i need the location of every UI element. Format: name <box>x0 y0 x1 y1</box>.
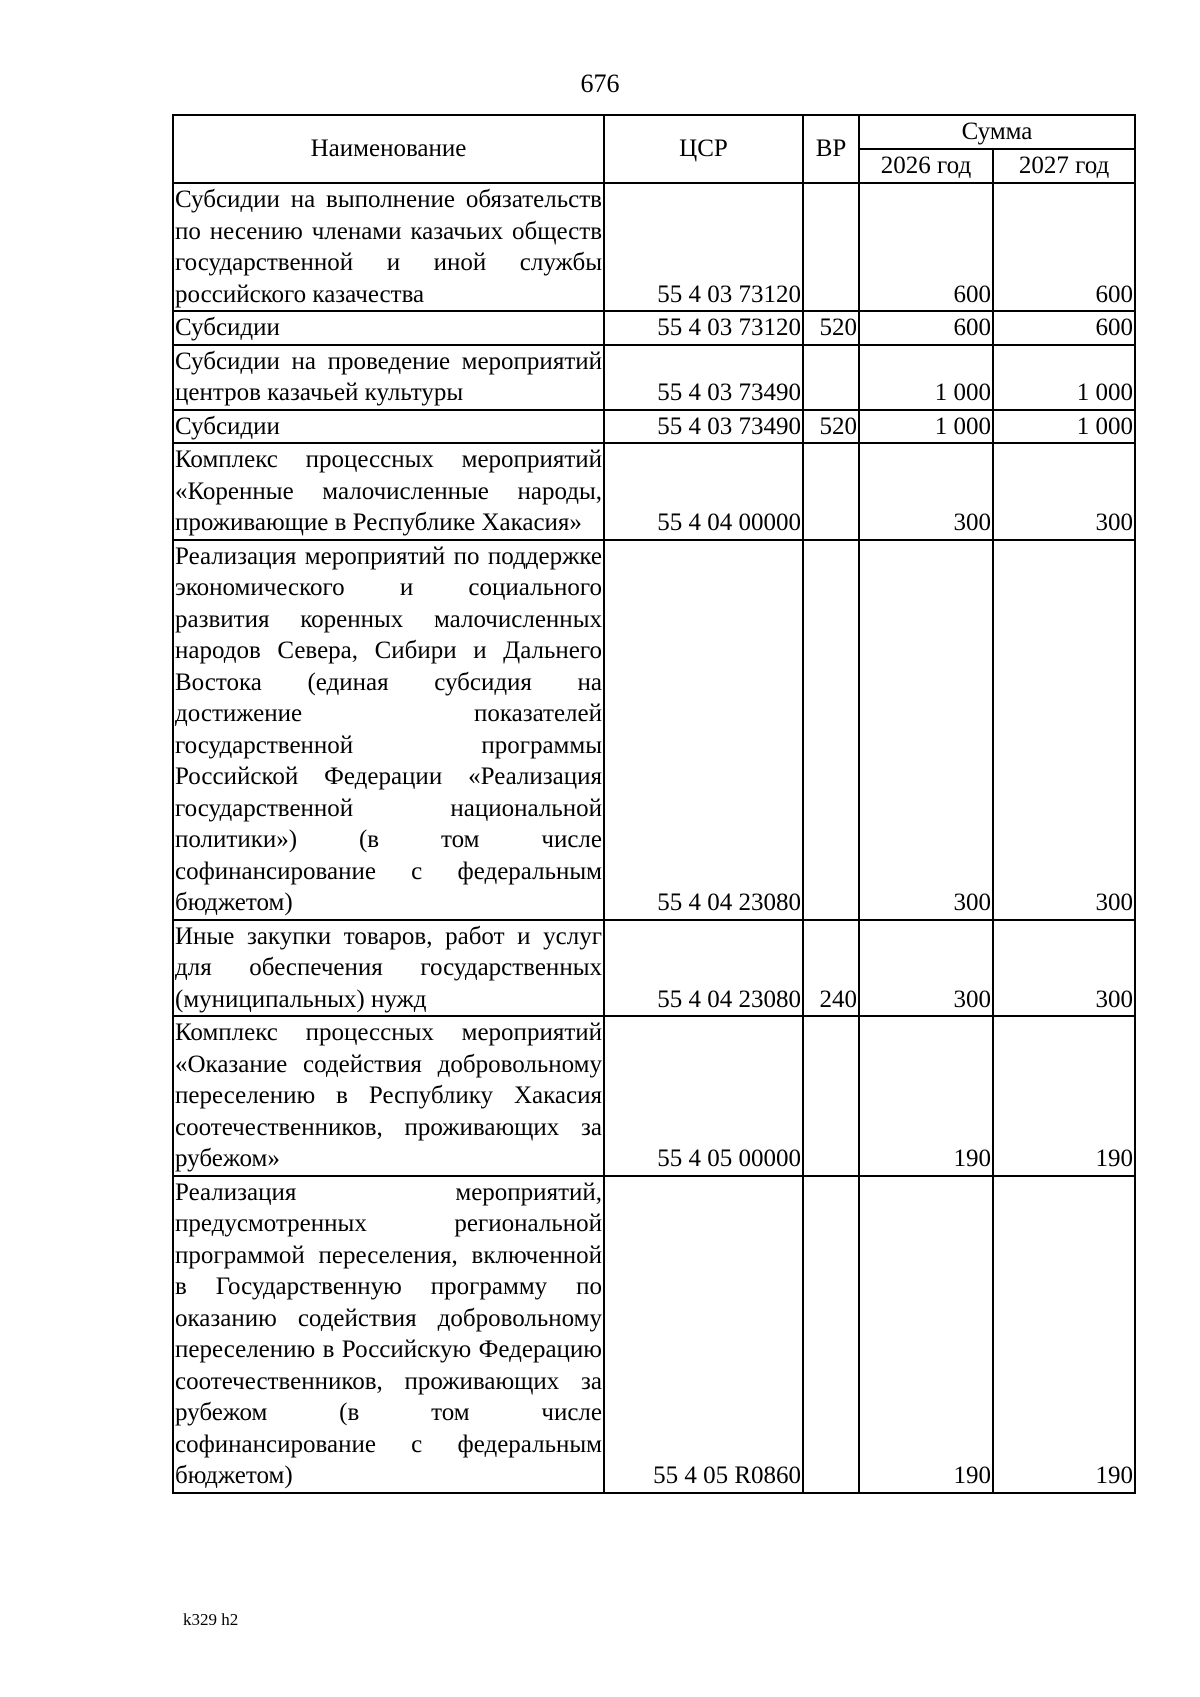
row-sum-2026: 600 <box>859 183 993 311</box>
row-sum-2027: 190 <box>993 1016 1135 1176</box>
document-code: k329 h2 <box>183 1610 239 1629</box>
row-csr: 55 4 03 73120 <box>604 311 803 345</box>
table-row <box>173 183 1135 311</box>
table-row <box>173 410 1135 444</box>
row-csr: 55 4 04 23080 <box>604 920 803 1017</box>
header-year-2026: 2026 год <box>859 149 993 183</box>
row-name: Комплекс процессных мероприятий «Оказание содействия добровольному переселению в Республику Хакасия соотечественников, проживающих за рубежом» <box>173 1016 604 1176</box>
row-name: Субсидии на выполнение обязательств по несению членами казачьих обществ государственной и иной службы российского казачества <box>173 183 604 311</box>
header-year-2027: 2027 год <box>993 149 1135 183</box>
row-csr: 55 4 03 73120 <box>604 183 803 311</box>
row-sum-2027: 300 <box>993 540 1135 920</box>
row-name: Субсидии <box>173 410 604 444</box>
row-name: Субсидии на проведение мероприятий центров казачьей культуры <box>173 345 604 410</box>
row-sum-2027: 1 000 <box>993 410 1135 444</box>
row-vr <box>803 345 859 410</box>
row-vr <box>803 183 859 311</box>
row-vr <box>803 1176 859 1493</box>
row-sum-2027: 600 <box>993 183 1135 311</box>
row-sum-2026: 1 000 <box>859 410 993 444</box>
page-number: 676 <box>580 69 620 98</box>
row-sum-2026: 300 <box>859 920 993 1017</box>
row-csr: 55 4 05 00000 <box>604 1016 803 1176</box>
row-name: Реализация мероприятий по поддержке экономического и социального развития коренных малочисленных народов Севера, Сибири и Дальнего Востока (единая субсидия на достижение показателей государственной программы Российской Федерации «Реализация государственной национальной политики») (в том числе софинансирование с федеральным бюджетом) <box>173 540 604 920</box>
header-vr: ВР <box>803 115 859 183</box>
table-row <box>173 540 1135 920</box>
row-vr <box>803 1016 859 1176</box>
row-csr: 55 4 03 73490 <box>604 410 803 444</box>
row-vr <box>803 443 859 540</box>
row-name: Субсидии <box>173 311 604 345</box>
row-sum-2026: 300 <box>859 443 993 540</box>
row-sum-2027: 300 <box>993 443 1135 540</box>
row-sum-2026: 190 <box>859 1176 993 1493</box>
row-sum-2027: 300 <box>993 920 1135 1017</box>
table-row <box>173 1016 1135 1176</box>
budget-table <box>172 114 1136 1494</box>
table-row <box>173 920 1135 1017</box>
row-csr: 55 4 04 00000 <box>604 443 803 540</box>
header-csr: ЦСР <box>604 115 803 183</box>
row-sum-2026: 600 <box>859 311 993 345</box>
table-header <box>173 115 1135 183</box>
row-csr: 55 4 05 R0860 <box>604 1176 803 1493</box>
table-row <box>173 345 1135 410</box>
row-sum-2027: 600 <box>993 311 1135 345</box>
header-sum: Сумма <box>859 115 1135 149</box>
row-sum-2027: 1 000 <box>993 345 1135 410</box>
table-row <box>173 1176 1135 1493</box>
row-sum-2027: 190 <box>993 1176 1135 1493</box>
header-name: Наименование <box>173 115 604 183</box>
row-sum-2026: 300 <box>859 540 993 920</box>
row-vr: 520 <box>803 311 859 345</box>
row-vr: 240 <box>803 920 859 1017</box>
row-name: Реализация мероприятий, предусмотренных региональной программой переселения, включенной в Государственную программу по оказанию содействия добровольному переселению в Российскую Федерацию соотечественников, проживающих за рубежом (в том числе софинансирование с федеральным бюджетом) <box>173 1176 604 1493</box>
row-csr: 55 4 03 73490 <box>604 345 803 410</box>
table-row <box>173 443 1135 540</box>
row-name: Иные закупки товаров, работ и услуг для обеспечения государственных (муниципальных) нужд <box>173 920 604 1017</box>
row-vr: 520 <box>803 410 859 444</box>
row-sum-2026: 1 000 <box>859 345 993 410</box>
row-csr: 55 4 04 23080 <box>604 540 803 920</box>
row-name: Комплекс процессных мероприятий «Коренные малочисленные народы, проживающие в Республике Хакасия» <box>173 443 604 540</box>
row-vr <box>803 540 859 920</box>
row-sum-2026: 190 <box>859 1016 993 1176</box>
table-row <box>173 311 1135 345</box>
